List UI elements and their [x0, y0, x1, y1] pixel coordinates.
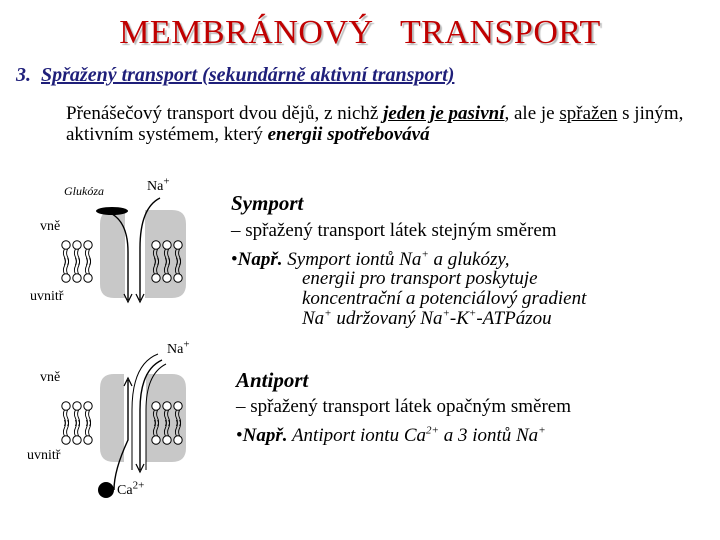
section-subtitle [16, 64, 454, 87]
sodium-label-2: Na+ [167, 338, 190, 357]
section-number: 3. [16, 64, 31, 86]
lipid-bilayer-left-2 [62, 402, 92, 444]
lipid-bilayer-left [62, 241, 92, 282]
symport-description: – spřažený transport látek stejným směrem [231, 220, 557, 241]
inside-label-2: uvnitř [27, 448, 61, 463]
intro-paragraph: Přenášečový transport dvou dějů, z nichž jeden je pasivní, ale je spřažen s jiným, aktivním systémem, který energii spotřebovává [66, 103, 684, 145]
antiport-example: •Např. Antiport iontu $Ca^{2+}$ a 3 iontů Na+ [236, 424, 546, 446]
outside-label-1: vně [40, 219, 61, 234]
inside-label-1: uvnitř [30, 289, 64, 304]
calcium-label: $Ca^{2+}$ [117, 479, 145, 498]
antiport-heading: Antiport [236, 368, 309, 392]
glucose-label: Glukóza [64, 184, 104, 198]
section-subtitle-text: Spřažený transport (sekundárně aktivní transport) [41, 64, 455, 86]
calcium-ion [98, 482, 114, 498]
symport-example: •Např. Symport iontů Na+ a glukózy, energii pro transport poskytuje koncentrační a potenciálový gradient Na+ udržovaný Na+-K+-ATPázou [231, 248, 587, 329]
outside-label-2: vně [40, 370, 61, 385]
antiport-diagram [0, 330, 230, 510]
symport-heading: Symport [231, 191, 304, 215]
sodium-label-1: Na+ [147, 175, 170, 194]
page-title: MEMBRÁNOVÝ TRANSPORT [119, 14, 601, 51]
antiport-description: – spřažený transport látek opačným směrem [236, 396, 572, 417]
